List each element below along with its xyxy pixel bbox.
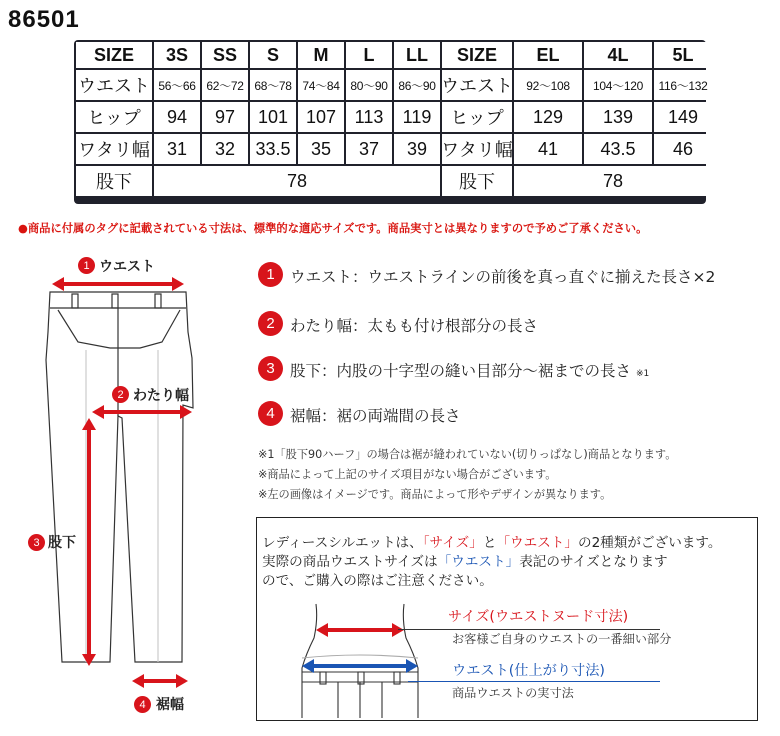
- silhouette-line-3: ので、ご購入の際はご注意ください。: [262, 573, 493, 589]
- size-value-cell: 94: [154, 102, 200, 132]
- size-arrow: [316, 623, 404, 637]
- size-header-cell: M: [298, 42, 344, 68]
- waist-desc: 商品ウエストの実寸法: [452, 686, 574, 700]
- size-value-cell: 37: [346, 134, 392, 164]
- size-value-cell: 107: [298, 102, 344, 132]
- size-header-cell: EL: [514, 42, 582, 68]
- size-value-cell: 43.5: [584, 134, 652, 164]
- size-value-cell: 41: [514, 134, 582, 164]
- note-3: ※左の画像はイメージです。商品によって形やデザインが異なります。: [258, 488, 612, 501]
- hem-arrow: [132, 674, 188, 688]
- size-value-cell: 116～132: [654, 70, 712, 100]
- size-value-cell: 56～66: [154, 70, 200, 100]
- pants-outline: [46, 292, 193, 662]
- hem-badge: 4: [134, 696, 151, 713]
- legend-badge-1: 1: [258, 262, 283, 287]
- inseam-label: 股下: [48, 535, 76, 551]
- sil-l1-c: と: [482, 535, 497, 551]
- row-label-cell: ワタリ幅: [76, 134, 152, 164]
- sil-l2-waist: 「ウエスト」: [437, 554, 520, 570]
- waist-label: ウエスト: [99, 259, 155, 275]
- legend-item-2-text: わたり幅：太もも付け根部分の長さ: [290, 317, 539, 335]
- row-label-cell: 股下: [76, 166, 152, 196]
- size-value-cell: 39: [394, 134, 440, 164]
- torso-diagram: [290, 600, 430, 718]
- merged-value-cell: 78: [154, 166, 440, 196]
- sil-l1-size: 「サイズ」: [422, 535, 483, 551]
- sil-l2-a: 実際の商品ウエストサイズは: [262, 554, 438, 570]
- legend-item-3-text: 股下：内股の十字型の縫い目部分～裾までの長さ: [290, 362, 632, 380]
- row-label-cell: ヒップ: [76, 102, 152, 132]
- legend-item-4: [290, 404, 461, 426]
- size-value-cell: 80～90: [346, 70, 392, 100]
- sil-l1-e: の2種類がございます。: [578, 535, 722, 551]
- size-value-cell: 32: [202, 134, 248, 164]
- size-header-cell: 4L: [584, 42, 652, 68]
- note-1: ※1「股下90ハーフ」の場合は裾が縫われていない(切りっぱなし)商品となります。: [258, 448, 677, 461]
- size-value-cell: 86～90: [394, 70, 440, 100]
- legend-item-4-text: 裾幅：裾の両端間の長さ: [290, 407, 461, 425]
- waist-title: ウエスト(仕上がり寸法): [452, 663, 605, 679]
- pants-diagram: [0, 250, 250, 730]
- size-header-cell: SIZE: [442, 42, 512, 68]
- sil-l2-c: 表記のサイズとなります: [519, 554, 668, 570]
- legend-item-3-footnote: ※1: [635, 369, 650, 379]
- size-header-cell: SS: [202, 42, 248, 68]
- size-value-cell: 119: [394, 102, 440, 132]
- silhouette-line-2: [262, 550, 668, 570]
- size-value-cell: 97: [202, 102, 248, 132]
- legend-badge-2: 2: [258, 311, 283, 336]
- thigh-badge: 2: [112, 386, 129, 403]
- row-label-cell: 股下: [442, 166, 512, 196]
- model-number: 86501: [8, 6, 80, 33]
- size-value-cell: 129: [514, 102, 582, 132]
- size-note: ●商品に付属のタグに記載されている寸法は、標準的な適応サイズです。商品実寸とは異なりますので予めご了承ください。: [18, 222, 648, 235]
- legend-item-2: [290, 314, 538, 336]
- waist-arrow: [52, 277, 184, 291]
- waist-leader-line: [408, 681, 660, 682]
- size-value-cell: 74～84: [298, 70, 344, 100]
- legend-badge-4: 4: [258, 401, 283, 426]
- silhouette-line-1: [262, 531, 722, 551]
- sil-l1-a: レディースシルエットは、: [262, 535, 423, 551]
- merged-value-cell: 78: [514, 166, 712, 196]
- size-header-cell: LL: [394, 42, 440, 68]
- size-value-cell: 92～108: [514, 70, 582, 100]
- size-header-cell: L: [346, 42, 392, 68]
- size-table: [74, 40, 706, 204]
- thigh-label: わたり幅: [133, 388, 189, 404]
- size-header-cell: SIZE: [76, 42, 152, 68]
- inseam-badge: 3: [28, 534, 45, 551]
- size-header-cell: 5L: [654, 42, 712, 68]
- size-value-cell: 62～72: [202, 70, 248, 100]
- waist-badge: 1: [78, 257, 95, 274]
- waist-finished-arrow: [302, 659, 418, 673]
- size-value-cell: 33.5: [250, 134, 296, 164]
- legend-item-1: [290, 265, 715, 287]
- size-header-cell: 3S: [154, 42, 200, 68]
- row-label-cell: ウエスト: [76, 70, 152, 100]
- note-2: ※商品によって上記のサイズ項目がない場合がございます。: [258, 468, 557, 481]
- sil-l1-waist: 「ウエスト」: [496, 535, 578, 551]
- row-label-cell: ヒップ: [442, 102, 512, 132]
- size-desc: お客様ご自身のウエストの一番細い部分: [452, 632, 672, 646]
- legend-item-3: [290, 359, 649, 381]
- legend-badge-3: 3: [258, 356, 283, 381]
- size-title: サイズ(ウエストヌード寸法): [448, 609, 629, 625]
- hem-label: 裾幅: [156, 697, 184, 713]
- size-value-cell: 139: [584, 102, 652, 132]
- size-header-cell: S: [250, 42, 296, 68]
- row-label-cell: ウエスト: [442, 70, 512, 100]
- size-value-cell: 113: [346, 102, 392, 132]
- legend-item-1-text: ウエスト：ウエストラインの前後を真っ直ぐに揃えた長さ×2: [290, 268, 716, 286]
- size-value-cell: 31: [154, 134, 200, 164]
- size-value-cell: 46: [654, 134, 712, 164]
- size-value-cell: 35: [298, 134, 344, 164]
- size-value-cell: 104～120: [584, 70, 652, 100]
- size-value-cell: 68～78: [250, 70, 296, 100]
- size-value-cell: 101: [250, 102, 296, 132]
- size-value-cell: 149: [654, 102, 712, 132]
- row-label-cell: ワタリ幅: [442, 134, 512, 164]
